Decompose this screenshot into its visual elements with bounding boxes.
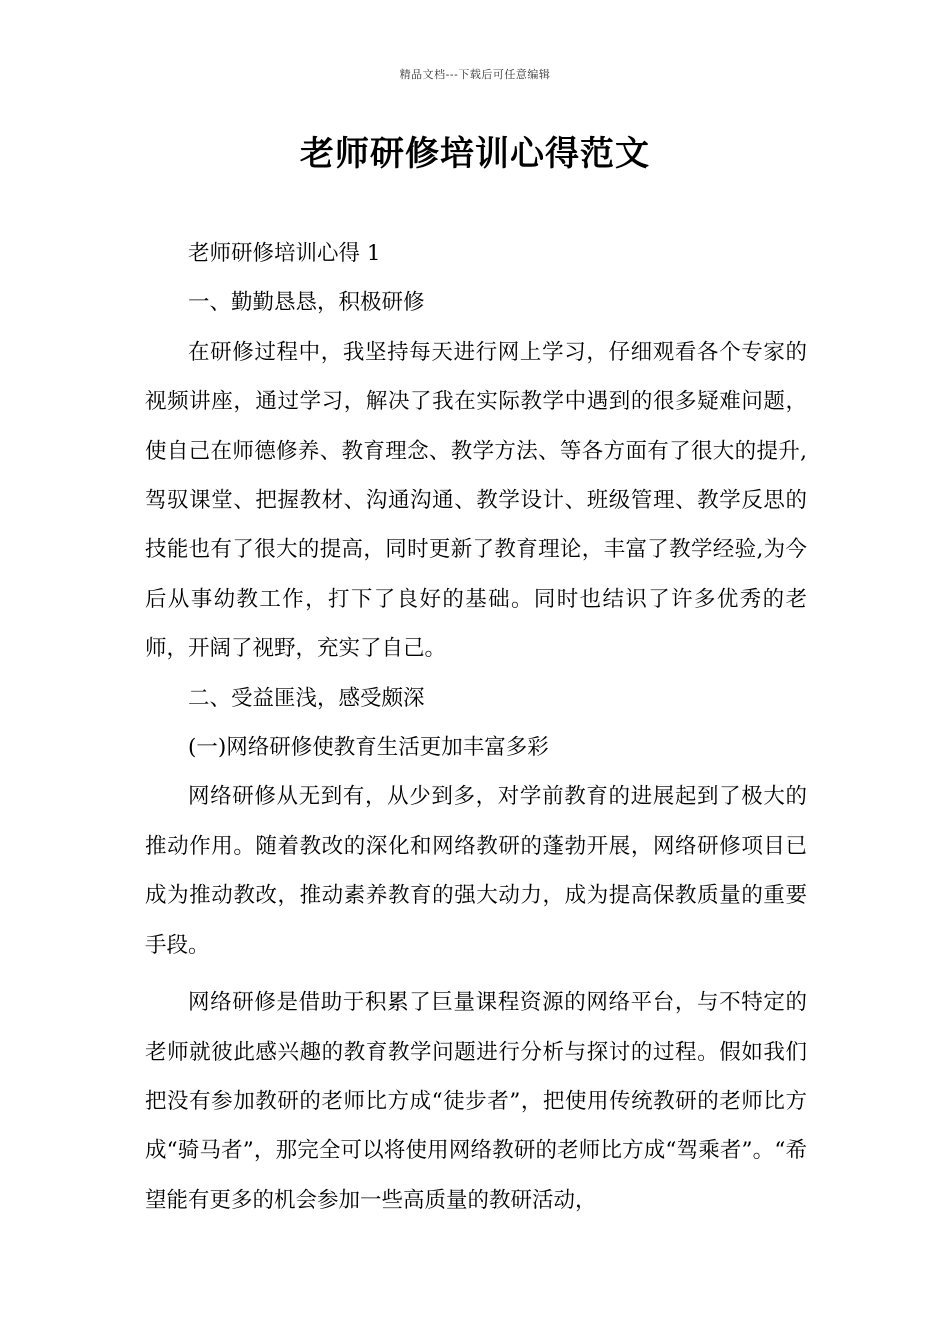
body-paragraph: 网络研修从无到有，从少到多，对学前教育的进展起到了极大的推动作用。随着教改的深化和网络教研的蓬勃开展，网络研修项目已成为推动教改，推动素养教育的强大动力，成为提高保教质量的重要手段。: [145, 784, 807, 958]
document-body: [145, 229, 807, 1225]
section-heading: 老师研修培训心得 1: [188, 241, 381, 266]
document-title: 老师研修培训心得范文: [300, 134, 650, 174]
header-note: 精品文档---下载后可任意编辑: [399, 68, 551, 81]
subheading-2-1: (一)网络研修使教育生活更加丰富多彩: [188, 735, 549, 761]
subheading-1: 一、勤勤恳恳，积极研修: [188, 290, 425, 316]
body-paragraph: 在研修过程中，我坚持每天进行网上学习，仔细观看各个专家的视频讲座，通过学习，解决了我在实际教学中遇到的很多疑难问题，使自己在师德修养、教育理念、教学方法、等各方面有了很大的提升,驾驭课堂、把握教材、沟通沟通、教学设计、班级管理、教学反思的技能也有了很大的提高，同时更新了教育理论，丰富了教学经验,为今后从事幼教工作，打下了良好的基础。同时也结识了许多优秀的老师，开阔了视野，充实了自己。: [145, 339, 807, 662]
paragraph-spacer: [145, 970, 807, 978]
body-paragraph: 网络研修是借助于积累了巨量课程资源的网络平台，与不特定的老师就彼此感兴趣的教育教学问题进行分析与探讨的过程。假如我们把没有参加教研的老师比方成“徒步者”，把使用传统教研的老师比方成“骑马者”，那完全可以将使用网络教研的老师比方成“驾乘者”。“希望能有更多的机会参加一些高质量的教研活动，: [145, 990, 807, 1213]
subheading-2: 二、受益匪浅，感受颇深: [188, 685, 425, 711]
